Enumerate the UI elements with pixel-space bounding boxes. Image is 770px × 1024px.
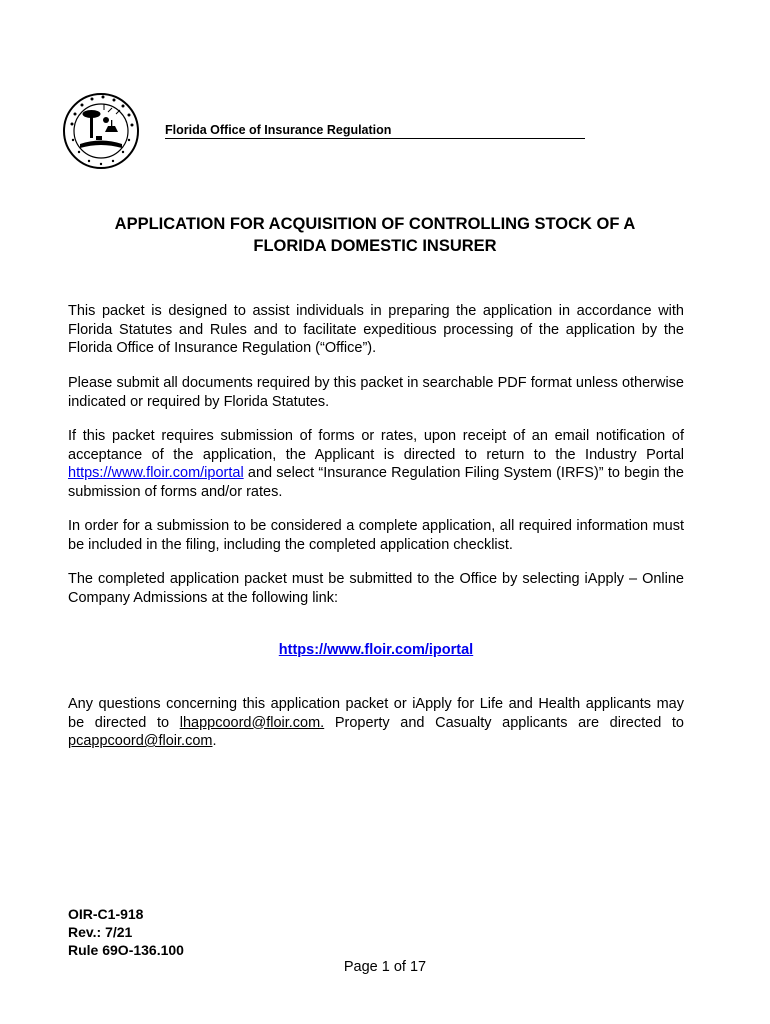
questions-text-3: . — [212, 733, 217, 749]
document-title — [60, 213, 690, 257]
forms-rates-text-1: If this packet requires submission of forms or rates, upon receipt of an email notification of acceptance of the application, the Applicant is directed to return to the Industry Portal — [68, 428, 684, 463]
title-line-2: FLORIDA DOMESTIC INSURER — [253, 237, 497, 255]
rule-number: Rule 69O-136.100 — [68, 942, 184, 958]
intro-paragraph: This packet is designed to assist individuals in preparing the application in accordance with Florida Statutes and Rules and to facilitate expeditious processing of the application by the Florida Office of Insurance Regulation (“Office”). — [68, 303, 684, 356]
questions-text-2: Property and Casualty applicants are directed to — [324, 714, 684, 731]
iportal-link-container — [68, 642, 684, 658]
property-casualty-email-link[interactable]: pcappcoord@floir.com — [68, 733, 213, 749]
page-number: Page 1 of 17 — [343, 959, 427, 975]
forms-rates-paragraph — [68, 427, 684, 501]
form-number: OIR-C1-918 — [68, 906, 144, 922]
florida-state-seal-icon — [60, 92, 142, 170]
agency-name: Florida Office of Insurance Regulation — [165, 123, 585, 139]
revision-date: Rev.: 7/21 — [68, 924, 133, 940]
title-line-1: APPLICATION FOR ACQUISITION OF CONTROLLING STOCK OF A — [114, 215, 636, 233]
questions-paragraph — [68, 695, 684, 751]
pdf-format-paragraph: Please submit all documents required by this packet in searchable PDF format unless otherwise indicated or required by Florida Statutes. — [68, 375, 684, 410]
questions-text-1: Any questions concerning this application packet or iApply for Life and Health applicants may be directed to — [68, 696, 684, 731]
complete-application-paragraph: In order for a submission to be considered a complete application, all required information must be included in the filing, including the completed application checklist. — [68, 518, 684, 553]
iportal-link[interactable]: https://www.floir.com/iportal — [278, 642, 474, 658]
forms-rates-text-2: and select “Insurance Regulation Filing System (IRFS)” to begin the submission of forms and/or rates. — [68, 465, 684, 500]
industry-portal-link[interactable]: https://www.floir.com/iportal — [68, 465, 244, 481]
life-health-email-link[interactable]: lhappcoord@floir.com. — [179, 714, 325, 731]
submission-paragraph: The completed application packet must be submitted to the Office by selecting iApply – Online Company Admissions at the following link: — [68, 571, 684, 606]
